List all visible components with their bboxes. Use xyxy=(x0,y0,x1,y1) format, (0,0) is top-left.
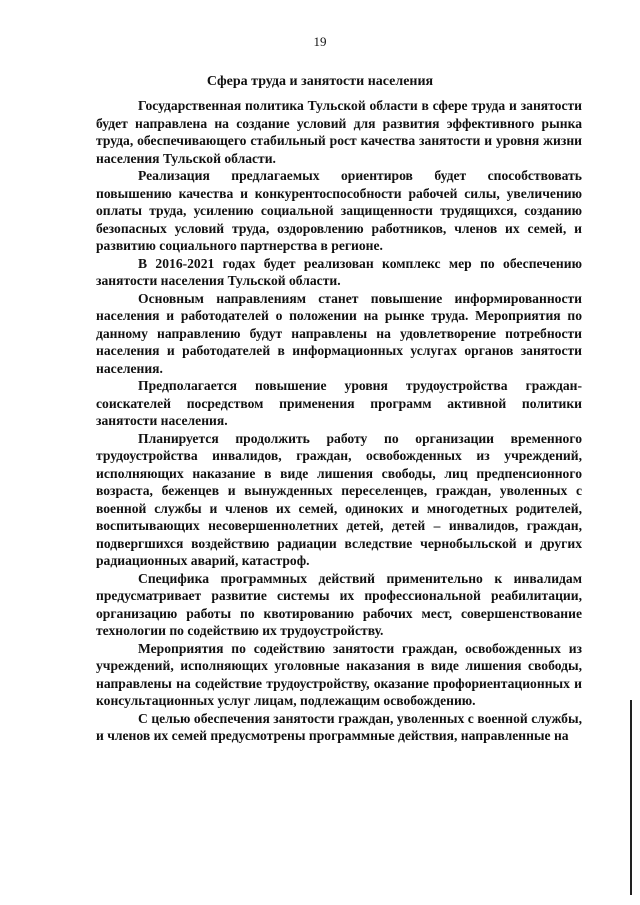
paragraph: Специфика программных действий применительно к инвалидам предусматривает развитие системы их профессиональной реабилитации, организацию работы по квотированию рабочих мест, совершенствование технологии по содействию их трудоустройству. xyxy=(96,570,582,638)
scan-edge-line xyxy=(630,700,632,895)
paragraph: Планируется продолжить работу по организации временного трудоустройства инвалидов, граждан, освобожденных из учреждений, исполняющих наказание в виде лишения свободы, лиц предпенсионного возраста, беженцев и вынужденных переселенцев, граждан, уволенных с военной службы и членов их семей, одиноких и многодетных родителей, воспитывающих несовершеннолетних детей, детей – инвалидов, граждан, подвергшихся воздействию радиации вследствие чернобыльской и других радиационных аварий, катастроф. xyxy=(96,430,582,568)
paragraph: Государственная политика Тульской области в сфере труда и занятости будет направлена на создание условий для развития эффективного рынка труда, обеспечивающего стабильный рост качества занятости и уровня жизни населения Тульской области. xyxy=(96,98,582,166)
paragraph: Мероприятия по содействию занятости граждан, освобожденных из учреждений, исполняющих уголовные наказания в виде лишения свободы, направлены на содействие трудоустройству, оказание профориентационных и консультационных услуг лицам, подлежащим освобождению. xyxy=(96,640,582,708)
paragraph: Предполагается повышение уровня трудоустройства граждан-соискателей посредством применения программ активной политики занятости населения. xyxy=(96,378,582,428)
paragraph: В 2016-2021 годах будет реализован комплекс мер по обеспечению занятости населения Тульской области. xyxy=(96,255,582,288)
paragraph: Основным направлениям станет повышение информированности населения и работодателей о положении на рынке труда. Мероприятия по данному направлению будут направлены на удовлетворение потребности населения и работодателей в информационных услугах органов занятости населения. xyxy=(96,290,582,376)
page-number: 19 xyxy=(313,34,327,49)
body-text xyxy=(96,97,582,745)
paragraph: С целью обеспечения занятости граждан, уволенных с военной службы, и членов их семей предусмотрены программные действия, направленные на xyxy=(96,710,582,743)
paragraph: Реализация предлагаемых ориентиров будет способствовать повышению качества и конкурентоспособности рабочей силы, увеличению оплаты труда, усилению социальной защищенности трудящихся, созданию безопасных условий труда, оздоровлению работников, членов их семей, и развитию социального партнерства в регионе. xyxy=(96,168,582,253)
section-heading: Сфера труда и занятости населения xyxy=(206,74,434,89)
